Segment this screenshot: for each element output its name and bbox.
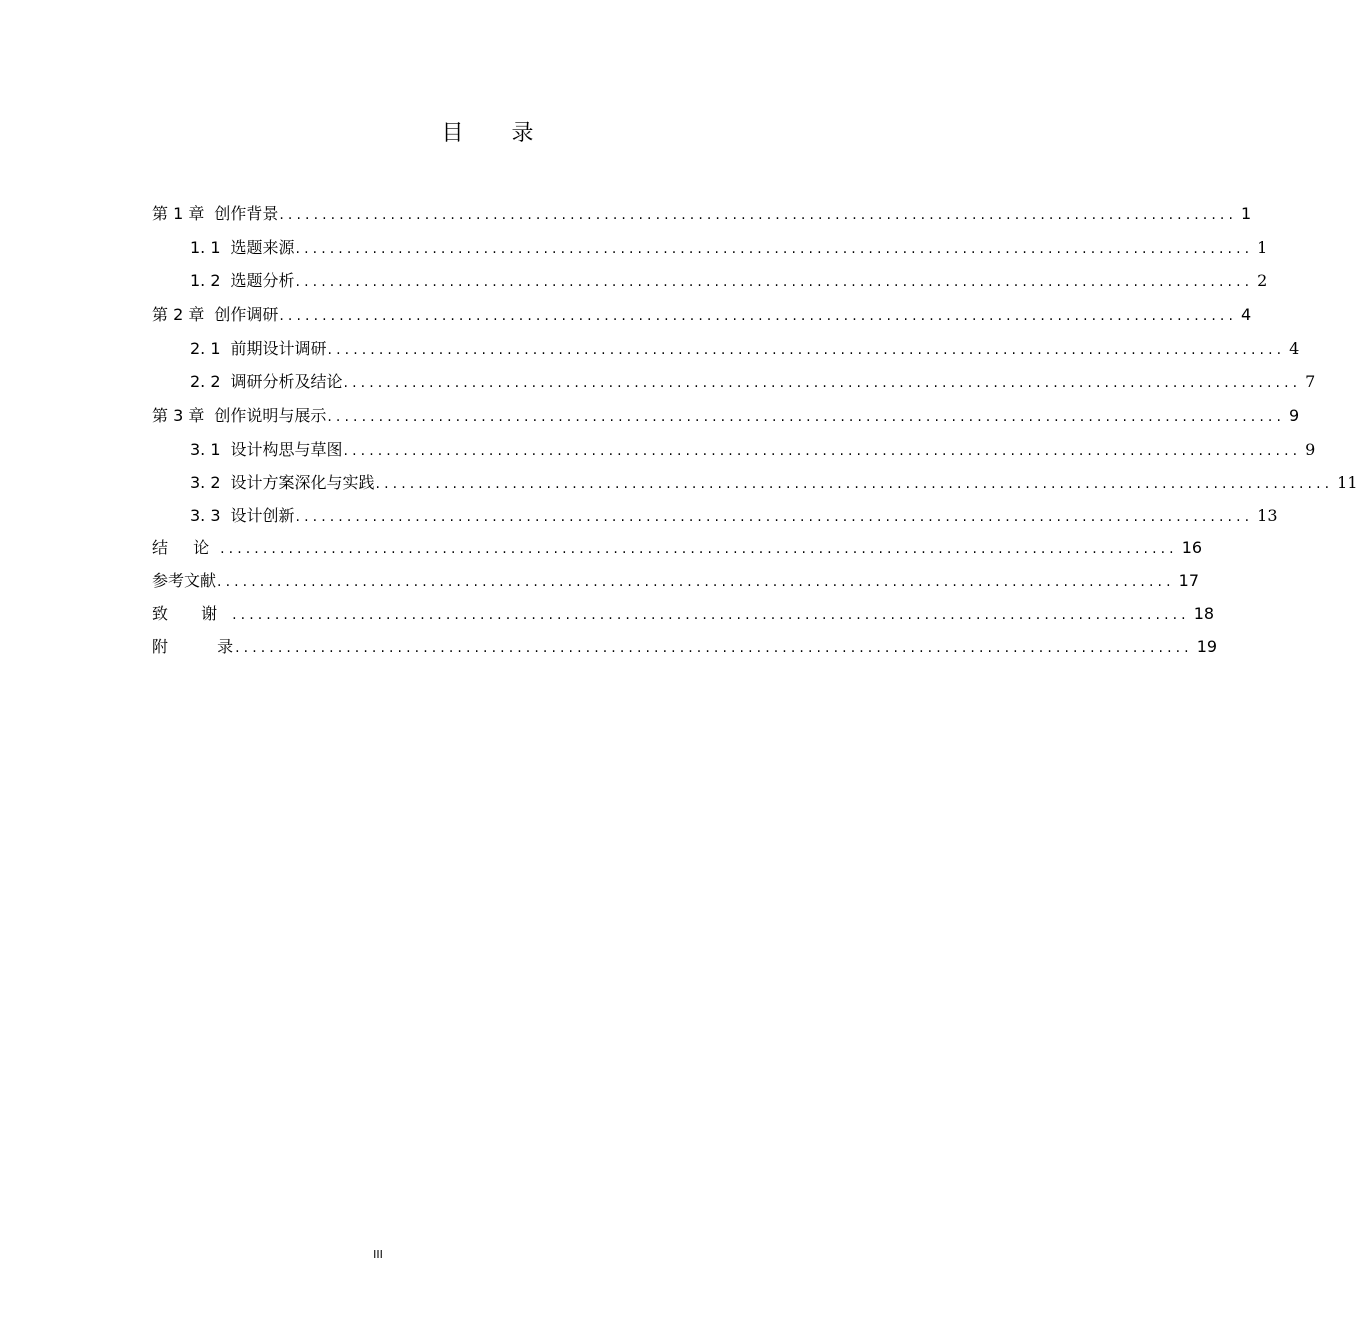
- toc-entry-section-2-2[interactable]: [190, 368, 1316, 396]
- toc-dot-leader: ................................................................................................................: [217, 574, 1175, 590]
- toc-dot-leader: ................................................................................................................: [279, 308, 1237, 324]
- toc-entry-page: 19: [1196, 637, 1218, 656]
- toc-entry-title: 致 谢: [152, 604, 232, 623]
- toc-entry-page: 1: [1257, 238, 1268, 257]
- toc-dot-leader: ................................................................................................................: [343, 375, 1302, 391]
- toc-dot-leader: ................................................................................................................: [279, 207, 1237, 223]
- toc-dot-leader: ................................................................................................................: [327, 409, 1285, 425]
- toc-entry-number: 第 1 章: [152, 204, 205, 223]
- toc-entry-chapter-1[interactable]: [152, 200, 1252, 228]
- toc-entry-chapter-2[interactable]: [152, 301, 1252, 329]
- toc-entry-section-1-1[interactable]: [190, 234, 1268, 262]
- page-title-part-1: 目: [441, 121, 464, 146]
- toc-entry-page: 2: [1257, 271, 1268, 290]
- toc-dot-leader: ................................................................................................................: [220, 541, 1178, 557]
- toc-entry-title: 创作调研: [214, 305, 279, 324]
- toc-dot-leader: ................................................................................................................: [232, 607, 1190, 623]
- toc-dot-leader: ................................................................................................................: [295, 509, 1254, 525]
- toc-entry-section-3-1[interactable]: [190, 436, 1316, 464]
- toc-entry-title: 前期设计调研: [230, 339, 327, 358]
- toc-entry-page: 16: [1181, 538, 1203, 557]
- toc-entry-number: 第 2 章: [152, 305, 205, 324]
- toc-entry-number: 1. 2: [190, 271, 221, 290]
- toc-entry-appendix[interactable]: [152, 633, 1218, 661]
- toc-entry-page: 18: [1193, 604, 1215, 623]
- toc-entry-page: 17: [1178, 571, 1199, 590]
- toc-dot-leader: ................................................................................................................: [343, 443, 1302, 459]
- toc-entry-number: 1. 1: [190, 238, 221, 257]
- toc-entry-page: 9: [1289, 406, 1300, 425]
- toc-entry-section-1-2[interactable]: [190, 267, 1268, 295]
- toc-entry-number: 3. 3: [190, 506, 221, 525]
- toc-entry-acknowledgements[interactable]: [152, 600, 1215, 628]
- toc-entry-chapter-3[interactable]: [152, 402, 1300, 430]
- toc-entry-title: 设计方案深化与实践: [230, 473, 375, 492]
- toc-entry-page: 9: [1305, 440, 1316, 459]
- toc-dot-leader: ................................................................................................................: [235, 640, 1193, 656]
- toc-entry-page: 4: [1241, 305, 1252, 324]
- toc-entry-title: 设计创新: [230, 506, 295, 525]
- toc-entry-number: 第 3 章: [152, 406, 205, 425]
- toc-entry-page: 4: [1289, 339, 1300, 358]
- toc-dot-leader: ................................................................................................................: [327, 342, 1286, 358]
- toc-entry-title: 结 论: [152, 538, 220, 557]
- toc-entry-title: 选题分析: [230, 271, 295, 290]
- toc-entry-section-3-3[interactable]: [190, 502, 1278, 530]
- toc-entry-page: 7: [1305, 372, 1316, 391]
- toc-entry-title: 创作说明与展示: [214, 406, 327, 425]
- toc-entry-page: 11: [1337, 473, 1358, 492]
- toc-entry-title: 选题来源: [230, 238, 295, 257]
- toc-entry-title: 调研分析及结论: [230, 372, 343, 391]
- toc-entry-conclusion[interactable]: [152, 534, 1203, 562]
- toc-entry-page: 13: [1257, 506, 1278, 525]
- toc-entry-section-3-2[interactable]: [190, 469, 1358, 497]
- toc-entry-number: 3. 1: [190, 440, 221, 459]
- toc-entry-section-2-1[interactable]: [190, 335, 1300, 363]
- toc-entry-number: 2. 1: [190, 339, 221, 358]
- toc-entry-title: 创作背景: [214, 204, 279, 223]
- toc-entry-title: 设计构思与草图: [230, 440, 343, 459]
- toc-dot-leader: ................................................................................................................: [295, 274, 1254, 290]
- toc-entry-number: 2. 2: [190, 372, 221, 391]
- toc-dot-leader: ................................................................................................................: [375, 476, 1334, 492]
- toc-entry-title: 附 录: [152, 637, 256, 656]
- toc-dot-leader: ................................................................................................................: [295, 241, 1254, 257]
- toc-entry-references[interactable]: [152, 567, 1199, 595]
- page-title-part-2: 录: [511, 121, 534, 146]
- toc-entry-page: 1: [1241, 204, 1252, 223]
- page-title: [0, 116, 975, 147]
- toc-entry-number: 3. 2: [190, 473, 221, 492]
- toc-entry-title: 参考文献: [152, 571, 217, 590]
- footer-page-number: III: [373, 1248, 383, 1261]
